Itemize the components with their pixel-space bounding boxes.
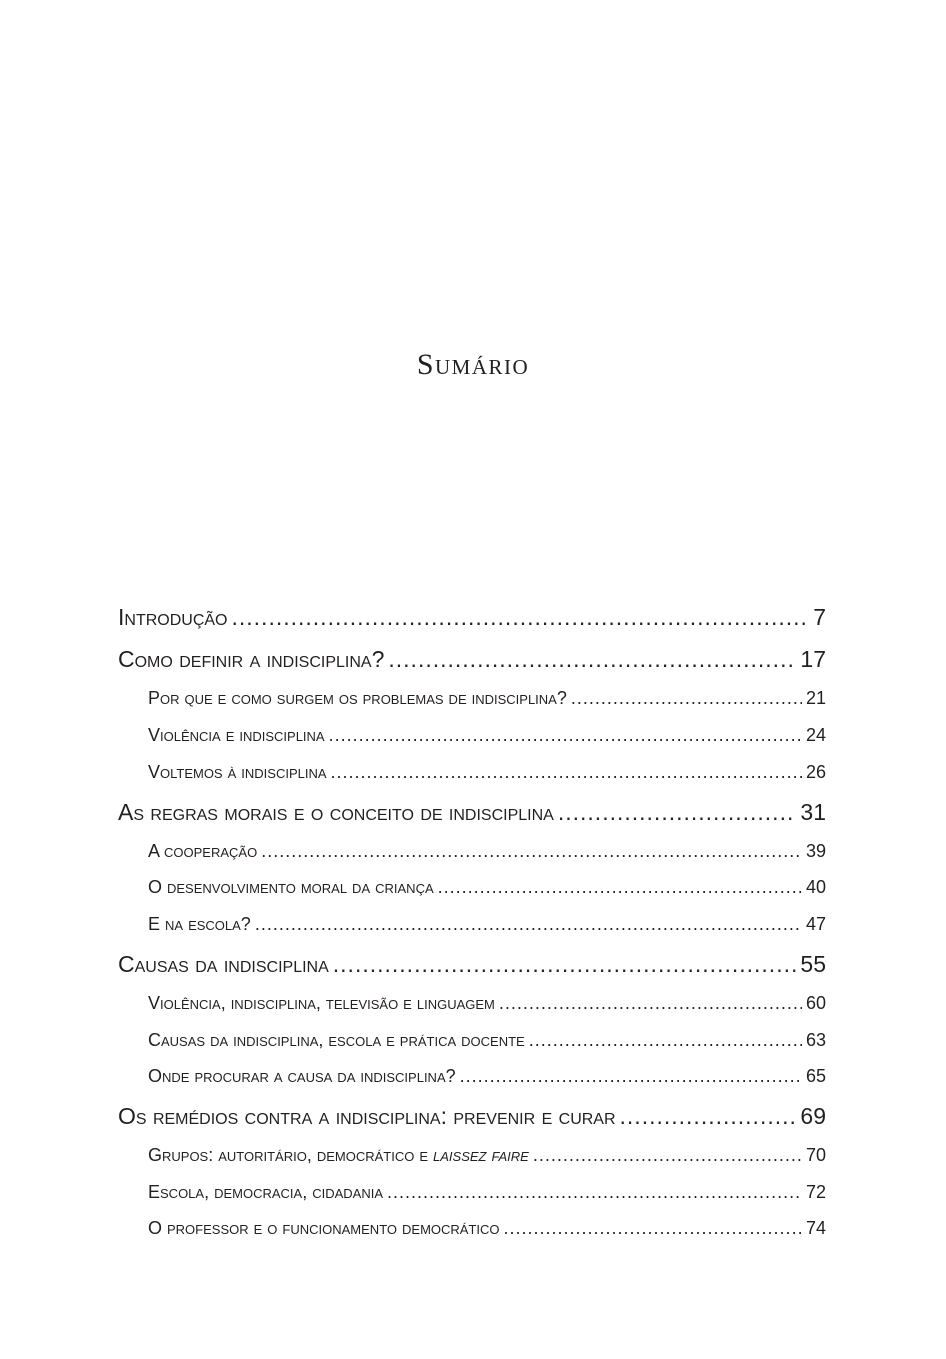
toc-entry-label: E na escola? — [148, 914, 251, 934]
toc-entry-page: 60 — [805, 993, 826, 1013]
toc-entry[interactable] — [118, 646, 826, 673]
toc-entry[interactable] — [148, 1182, 826, 1203]
toc-entry[interactable] — [148, 1145, 826, 1166]
toc-entry[interactable] — [118, 799, 826, 826]
dot-leader — [333, 951, 797, 978]
toc-entry[interactable] — [148, 688, 826, 709]
toc-entry-page: 21 — [805, 688, 826, 708]
dot-leader — [388, 646, 796, 673]
toc-entry-label: As regras morais e o conceito de indisciplina — [118, 799, 554, 825]
toc-entry-label: Escola, democracia, cidadania — [148, 1182, 383, 1202]
toc-entry-label: Onde procurar a causa da indisciplina? — [148, 1066, 456, 1086]
toc-entry-page: 39 — [805, 841, 826, 861]
toc-entry-page: 31 — [800, 799, 826, 825]
dot-leader — [261, 841, 802, 862]
toc-entry-label: Causas da indisciplina, escola e prática docente — [148, 1030, 525, 1050]
toc-entry[interactable] — [148, 914, 826, 935]
dot-leader — [529, 1030, 802, 1051]
toc-entry-page: 47 — [805, 914, 826, 934]
dot-leader — [255, 914, 802, 935]
dot-leader — [571, 688, 802, 709]
dot-leader — [504, 1218, 802, 1239]
toc-entry-label: Violência, indisciplina, televisão e linguagem — [148, 993, 495, 1013]
toc-entry-label: Por que e como surgem os problemas de indisciplina? — [148, 688, 567, 708]
dot-leader — [387, 1182, 802, 1203]
toc-entry-page: 70 — [805, 1145, 826, 1165]
toc-entry-label: Introdução — [118, 604, 228, 630]
toc-entry-page: 63 — [805, 1030, 826, 1050]
toc-entry[interactable] — [148, 1030, 826, 1051]
toc-entry-label: Como definir a indisciplina? — [118, 646, 385, 672]
toc-entry[interactable] — [118, 604, 826, 631]
toc-entry[interactable] — [118, 951, 826, 978]
toc-entry-label: Causas da indisciplina — [118, 951, 329, 977]
toc-entry[interactable] — [148, 1066, 826, 1087]
toc-entry-label: Voltemos à indisciplina — [148, 762, 327, 782]
toc-entry-label: O desenvolvimento moral da criança — [148, 877, 434, 897]
dot-leader — [232, 604, 810, 631]
toc-entry-page: 55 — [800, 951, 826, 977]
toc-entry-label: Violência e indisciplina — [148, 725, 325, 745]
toc-entry-page: 24 — [805, 725, 826, 745]
toc-entry-label-italic: laissez faire — [433, 1145, 529, 1165]
dot-leader — [558, 799, 797, 826]
toc-entry[interactable] — [148, 993, 826, 1014]
toc-entry[interactable] — [148, 877, 826, 898]
toc-entry-label: O professor e o funcionamento democrático — [148, 1218, 500, 1238]
page-title: Sumário — [416, 348, 530, 381]
toc-entry-label: A cooperação — [148, 841, 258, 861]
toc-entry-label-text: Grupos: autoritário, democrático e — [148, 1145, 434, 1165]
toc-entry-page: 65 — [805, 1066, 826, 1086]
toc-entry-page: 17 — [800, 646, 826, 672]
toc-entry-page: 40 — [805, 877, 826, 897]
dot-leader — [329, 725, 802, 746]
dot-leader — [533, 1145, 802, 1166]
toc-entry-page: 26 — [805, 762, 826, 782]
toc-entry[interactable] — [148, 841, 826, 862]
dot-leader — [438, 877, 802, 898]
toc-entry-label — [148, 1145, 529, 1166]
toc-entry-page: 74 — [805, 1218, 826, 1238]
toc-entry-page: 7 — [813, 604, 826, 630]
dot-leader — [460, 1066, 802, 1087]
toc-entry[interactable] — [148, 762, 826, 783]
dot-leader — [499, 993, 802, 1014]
toc-entry[interactable] — [118, 1103, 826, 1130]
toc-entry-page: 72 — [805, 1182, 826, 1202]
dot-leader — [331, 762, 802, 783]
toc-entry[interactable] — [148, 1218, 826, 1239]
toc-entry-page: 69 — [800, 1103, 826, 1129]
toc-entry-label: Os remédios contra a indisciplina: prevenir e curar — [118, 1103, 616, 1129]
dot-leader — [620, 1103, 797, 1130]
toc-entry[interactable] — [148, 725, 826, 746]
